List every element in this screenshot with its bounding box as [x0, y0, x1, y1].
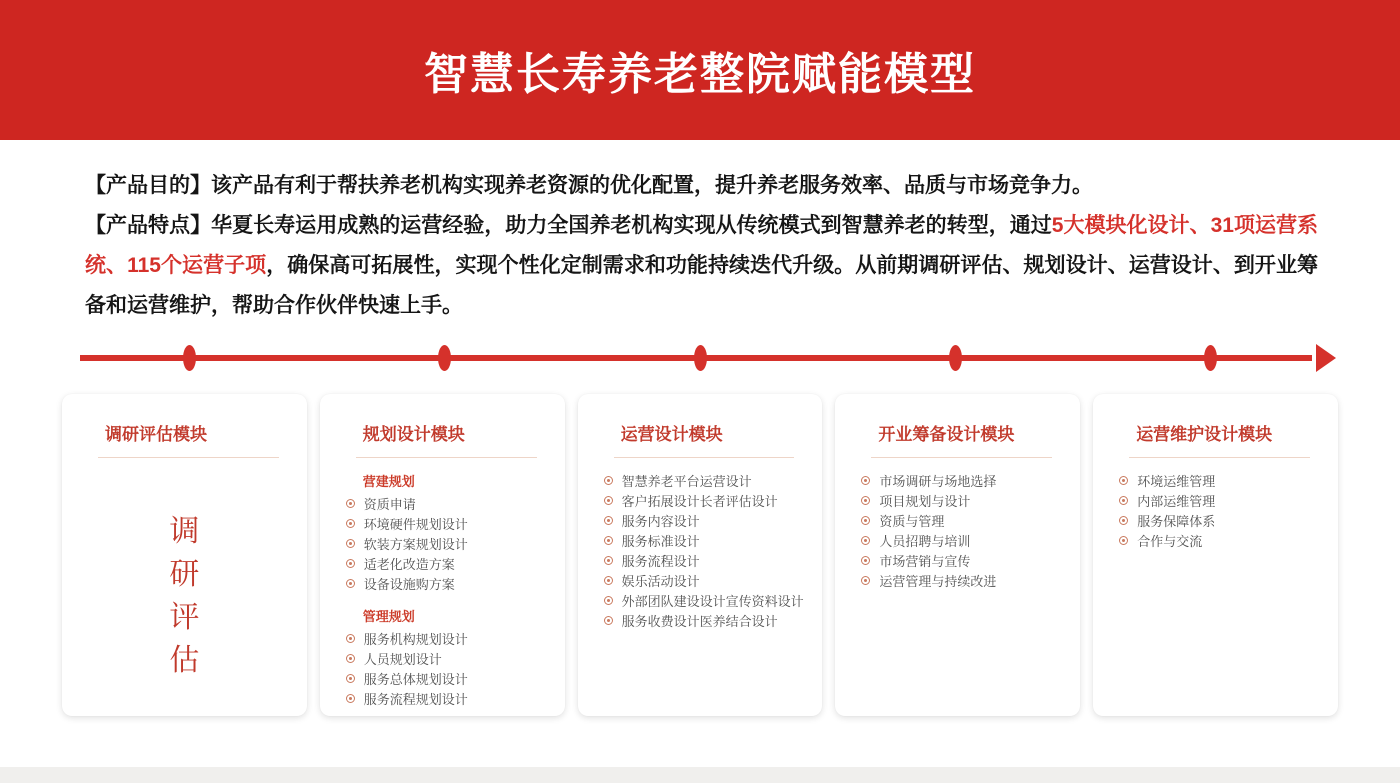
product-features-highlight: 5大模块化设计、31项运营系统、115个运营子项: [85, 214, 1319, 277]
module-item-label: 外部团队建设设计宣传资料设计: [621, 593, 804, 609]
product-features-paragraph: [85, 206, 1318, 326]
module-item-label: 资质申请: [363, 496, 416, 512]
module-item: [604, 510, 813, 530]
vertical-char: 评: [169, 601, 200, 634]
module-item-label: 服务保障体系: [1137, 513, 1216, 529]
timeline: [62, 342, 1338, 374]
bullet-target-icon: [604, 536, 613, 545]
module-card-research-evaluation: [62, 394, 307, 716]
module-item-label: 服务总体规划设计: [363, 671, 468, 687]
bottom-strip: [0, 767, 1400, 783]
bullet-target-icon: [604, 576, 613, 585]
bullet-target-icon: [604, 496, 613, 505]
divider: [614, 457, 795, 458]
product-purpose-label: 【产品目的】: [85, 174, 211, 197]
module-title: 规划设计模块: [362, 425, 465, 444]
module-item: [1119, 490, 1328, 510]
module-item-label: 人员招聘与培训: [879, 533, 971, 549]
module-item: [346, 513, 555, 533]
product-purpose-paragraph: [85, 166, 1318, 206]
module-item: [861, 510, 1070, 530]
bullet-target-icon: [346, 499, 355, 508]
module-item: [604, 470, 813, 490]
module-item: [346, 648, 555, 668]
module-item: [346, 628, 555, 648]
module-item-label: 适老化改造方案: [363, 556, 455, 572]
module-item: [604, 570, 813, 590]
module-item: [861, 530, 1070, 550]
module-cards-row: [62, 394, 1338, 716]
divider: [871, 457, 1052, 458]
bullet-target-icon: [861, 476, 870, 485]
bullet-target-icon: [346, 519, 355, 528]
bullet-target-icon: [346, 559, 355, 568]
section-heading: 营建规划: [362, 474, 415, 489]
module-title: 调研评估模块: [105, 425, 207, 444]
bullet-target-icon: [346, 579, 355, 588]
item-list: [346, 493, 555, 593]
module-item-label: 市场营销与宣传: [879, 553, 971, 569]
bullet-target-icon: [1119, 476, 1128, 485]
module-item-label: 娱乐活动设计: [621, 573, 700, 589]
module-item-label: 设备设施购方案: [363, 576, 455, 592]
module-item-label: 客户拓展设计长者评估设计: [621, 493, 778, 509]
module-item-label: 项目规划与设计: [879, 493, 971, 509]
product-features-text-before: 华夏长寿运用成熟的运营经验，助力全国养老机构实现从传统模式到智慧养老的转型，通过: [211, 214, 1052, 237]
module-item-label: 服务流程规划设计: [363, 691, 468, 707]
item-list: [861, 470, 1070, 590]
module-item-label: 市场调研与场地选择: [879, 473, 997, 489]
bullet-target-icon: [1119, 496, 1128, 505]
module-item-label: 服务机构规划设计: [363, 631, 468, 647]
item-list: [604, 470, 813, 630]
module-card-operation-design: [578, 394, 823, 716]
bullet-target-icon: [861, 576, 870, 585]
module-item: [1119, 510, 1328, 530]
bullet-target-icon: [1119, 536, 1128, 545]
bullet-target-icon: [604, 616, 613, 625]
module-item: [346, 688, 555, 708]
vertical-char: 估: [169, 644, 200, 677]
module-item-label: 环境硬件规划设计: [363, 516, 468, 532]
arrow-right-icon: [1316, 344, 1336, 372]
bullet-target-icon: [604, 516, 613, 525]
header-banner: [0, 0, 1400, 140]
module-item: [604, 490, 813, 510]
bullet-target-icon: [346, 539, 355, 548]
module-item: [346, 573, 555, 593]
module-item: [861, 570, 1070, 590]
timeline-line: [80, 355, 1312, 361]
product-features-label: 【产品特点】: [85, 214, 212, 237]
bullet-target-icon: [861, 536, 870, 545]
module-item: [346, 493, 555, 513]
module-item-label: 人员规划设计: [363, 651, 442, 667]
product-features-text-after: ，确保高可拓展性，实现个性化定制需求和功能持续迭代升级。从前期调研评估、规划设计、运营设计、到开业筹备和运营维护，帮助合作伙伴快速上手。: [85, 254, 1318, 317]
module-title: 开业筹备设计模块: [878, 425, 1015, 444]
vertical-char: 研: [169, 558, 200, 591]
bullet-target-icon: [604, 596, 613, 605]
module-item-label: 服务收费设计医养结合设计: [621, 613, 778, 629]
bullet-target-icon: [346, 694, 355, 703]
module-card-operation-maintenance: [1093, 394, 1338, 716]
module-item: [604, 590, 813, 610]
product-purpose-text: 该产品有利于帮扶养老机构实现养老资源的优化配置，提升养老服务效率、品质与市场竞争力。: [211, 174, 1093, 197]
module-item: [861, 490, 1070, 510]
bullet-target-icon: [861, 496, 870, 505]
intro-section: [0, 140, 1400, 326]
module-item-label: 合作与交流: [1137, 533, 1203, 549]
bullet-target-icon: [346, 634, 355, 643]
module-item-label: 服务流程设计: [621, 553, 700, 569]
module-item: [346, 533, 555, 553]
item-list: [346, 628, 555, 708]
bullet-target-icon: [1119, 516, 1128, 525]
module-item-label: 内部运维管理: [1137, 493, 1216, 509]
divider: [98, 457, 279, 458]
module-item-label: 服务标准设计: [621, 533, 700, 549]
module-item-label: 环境运维管理: [1137, 473, 1216, 489]
divider: [356, 457, 537, 458]
module-item-label: 智慧养老平台运营设计: [621, 473, 752, 489]
module-item: [346, 668, 555, 688]
module-item: [604, 530, 813, 550]
module-item-label: 资质与管理: [879, 513, 945, 529]
bullet-target-icon: [861, 516, 870, 525]
module-item: [1119, 530, 1328, 550]
item-list: [1119, 470, 1328, 550]
bullet-target-icon: [346, 674, 355, 683]
vertical-label: [62, 510, 307, 682]
module-item: [604, 610, 813, 630]
module-item: [604, 550, 813, 570]
bullet-target-icon: [861, 556, 870, 565]
section-heading: 管理规划: [362, 609, 415, 624]
bullet-target-icon: [604, 556, 613, 565]
module-item-label: 运营管理与持续改进: [879, 573, 997, 589]
module-item: [1119, 470, 1328, 490]
divider: [1129, 457, 1310, 458]
bullet-target-icon: [346, 654, 355, 663]
bullet-target-icon: [604, 476, 613, 485]
module-item-label: 服务内容设计: [621, 513, 700, 529]
vertical-char: 调: [169, 515, 200, 548]
page-title: 智慧长寿养老整院赋能模型: [424, 50, 976, 99]
module-card-planning-design: [320, 394, 565, 716]
module-item: [346, 553, 555, 573]
module-title: 运营维护设计模块: [1136, 425, 1273, 444]
module-card-opening-preparation: [835, 394, 1080, 716]
module-title: 运营设计模块: [620, 425, 723, 444]
module-item: [861, 470, 1070, 490]
module-item-label: 软装方案规划设计: [363, 536, 468, 552]
module-item: [861, 550, 1070, 570]
